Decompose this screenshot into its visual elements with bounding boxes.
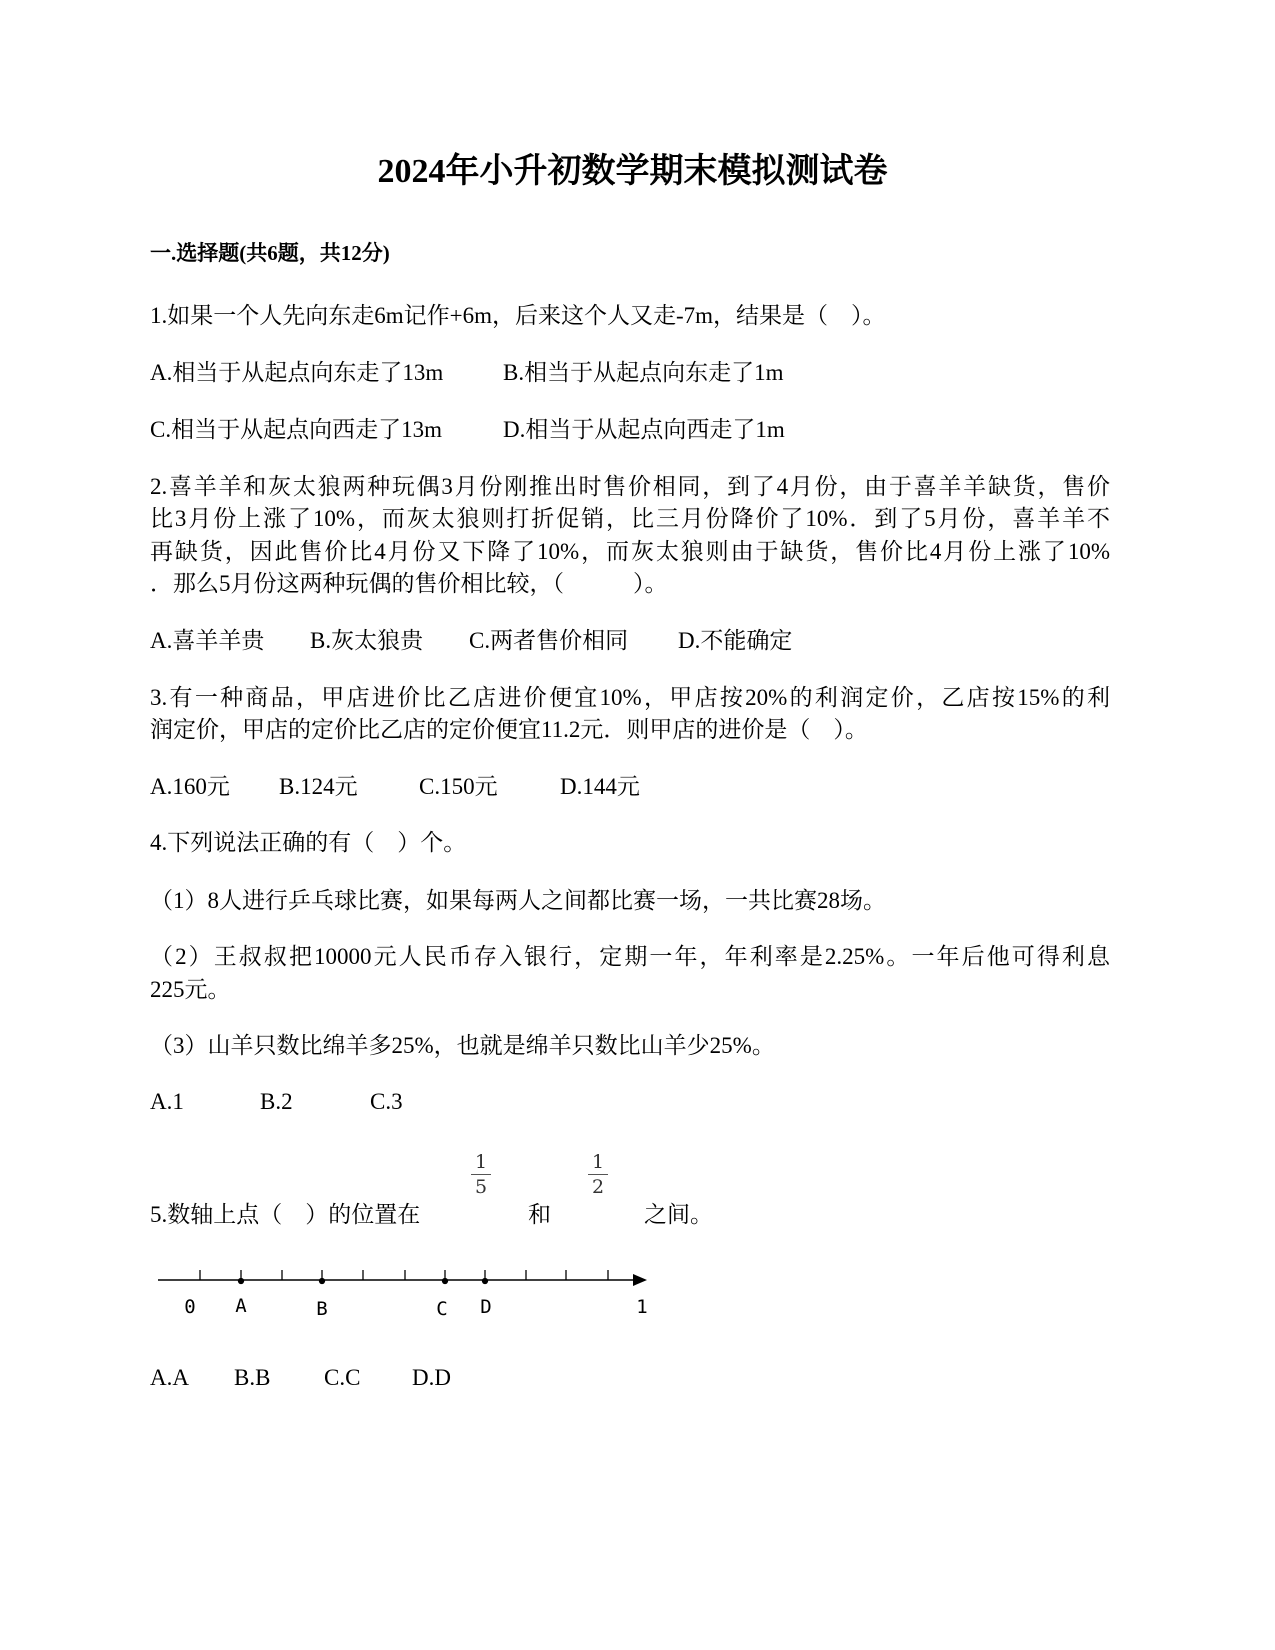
label-zero: 0	[184, 1296, 196, 1318]
q5-option-c: C.C	[324, 1365, 361, 1390]
q1-option-c: C.相当于从起点向西走了13m	[150, 417, 442, 442]
question-2-line: 再缺货，因此售价比4月份又下降了10%，而灰太狼则由于缺货，售价比4月份上涨了10%	[150, 539, 1110, 564]
question-2-line: 2.喜羊羊和灰太狼两种玩偶3月份刚推出时售价相同，到了4月份，由于喜羊羊缺货，售价	[150, 474, 1110, 499]
fraction-bar	[471, 1174, 491, 1175]
q3-option-d: D.144元	[560, 774, 640, 799]
question-3-line: 3.有一种商品，甲店进价比乙店进价便宜10%，甲店按20%的利润定价，乙店按15%的利	[150, 685, 1110, 710]
question-1-stem: 1.如果一个人先向东走6m记作+6m，后来这个人又走-7m，结果是（ ）。	[150, 303, 886, 328]
question-4-stem: 4.下列说法正确的有（ ）个。	[150, 830, 467, 855]
point-label-c: C	[436, 1298, 448, 1320]
q5-option-a: A.A	[150, 1365, 189, 1390]
fraction-one-half	[588, 1152, 608, 1197]
point-label-a: A	[235, 1295, 247, 1317]
q1-option-b: B.相当于从起点向东走了1m	[503, 360, 784, 385]
number-line-point	[483, 1279, 488, 1284]
q2-option-b: B.灰太狼贵	[310, 628, 424, 653]
section-heading: 一.选择题(共6题，共12分)	[150, 241, 390, 265]
fraction-numerator: 1	[591, 1151, 605, 1173]
question-5-end: 之间。	[644, 1202, 713, 1227]
point-label-b: B	[316, 1298, 328, 1320]
q5-option-b: B.B	[234, 1365, 271, 1390]
q2-option-a: A.喜羊羊贵	[150, 628, 265, 653]
number-line-point	[320, 1279, 325, 1284]
fraction-bar	[588, 1174, 608, 1175]
label-one: 1	[636, 1296, 648, 1318]
fraction-numerator: 1	[474, 1151, 488, 1173]
number-line	[140, 1250, 670, 1330]
q5-option-d: D.D	[412, 1365, 451, 1390]
question-4-statement-2: 225元。	[150, 977, 231, 1002]
number-line-point	[443, 1279, 448, 1284]
number-line-point	[239, 1279, 244, 1284]
question-4-statement-3: （3）山羊只数比绵羊多25%，也就是绵羊只数比山羊少25%。	[150, 1033, 775, 1058]
q4-option-a: A.1	[150, 1089, 184, 1114]
q3-option-b: B.124元	[279, 774, 358, 799]
q1-option-d: D.相当于从起点向西走了1m	[503, 417, 785, 442]
question-5-stem: 5.数轴上点（ ）的位置在	[150, 1202, 421, 1227]
number-line-arrow-icon	[633, 1274, 647, 1286]
fraction-denominator: 5	[474, 1176, 488, 1198]
q2-option-d: D.不能确定	[678, 628, 793, 653]
question-4-statement-2: （2）王叔叔把10000元人民币存入银行，定期一年，年利率是2.25%。一年后他可得利息	[150, 944, 1110, 969]
question-3-line: 润定价，甲店的定价比乙店的定价便宜11.2元．则甲店的进价是（ ）。	[150, 717, 868, 742]
q3-option-c: C.150元	[419, 774, 498, 799]
question-4-statement-1: （1）8人进行乒乓球比赛，如果每两人之间都比赛一场，一共比赛28场。	[150, 888, 886, 913]
point-label-d: D	[480, 1296, 492, 1318]
fraction-denominator: 2	[591, 1176, 605, 1198]
fraction-one-fifth	[471, 1152, 491, 1197]
question-2-line: ．那么5月份这两种玩偶的售价相比较，（ ）。	[150, 571, 668, 596]
q1-option-a: A.相当于从起点向东走了13m	[150, 360, 444, 385]
page-title: 2024年小升初数学期末模拟测试卷	[377, 153, 888, 190]
q4-option-c: C.3	[370, 1089, 403, 1114]
q4-option-b: B.2	[260, 1089, 293, 1114]
question-5-and: 和	[528, 1202, 551, 1227]
q2-option-c: C.两者售价相同	[469, 628, 629, 653]
question-2-line: 比3月份上涨了10%，而灰太狼则打折促销，比三月份降价了10%．到了5月份，喜羊羊不	[150, 506, 1110, 531]
q3-option-a: A.160元	[150, 774, 230, 799]
